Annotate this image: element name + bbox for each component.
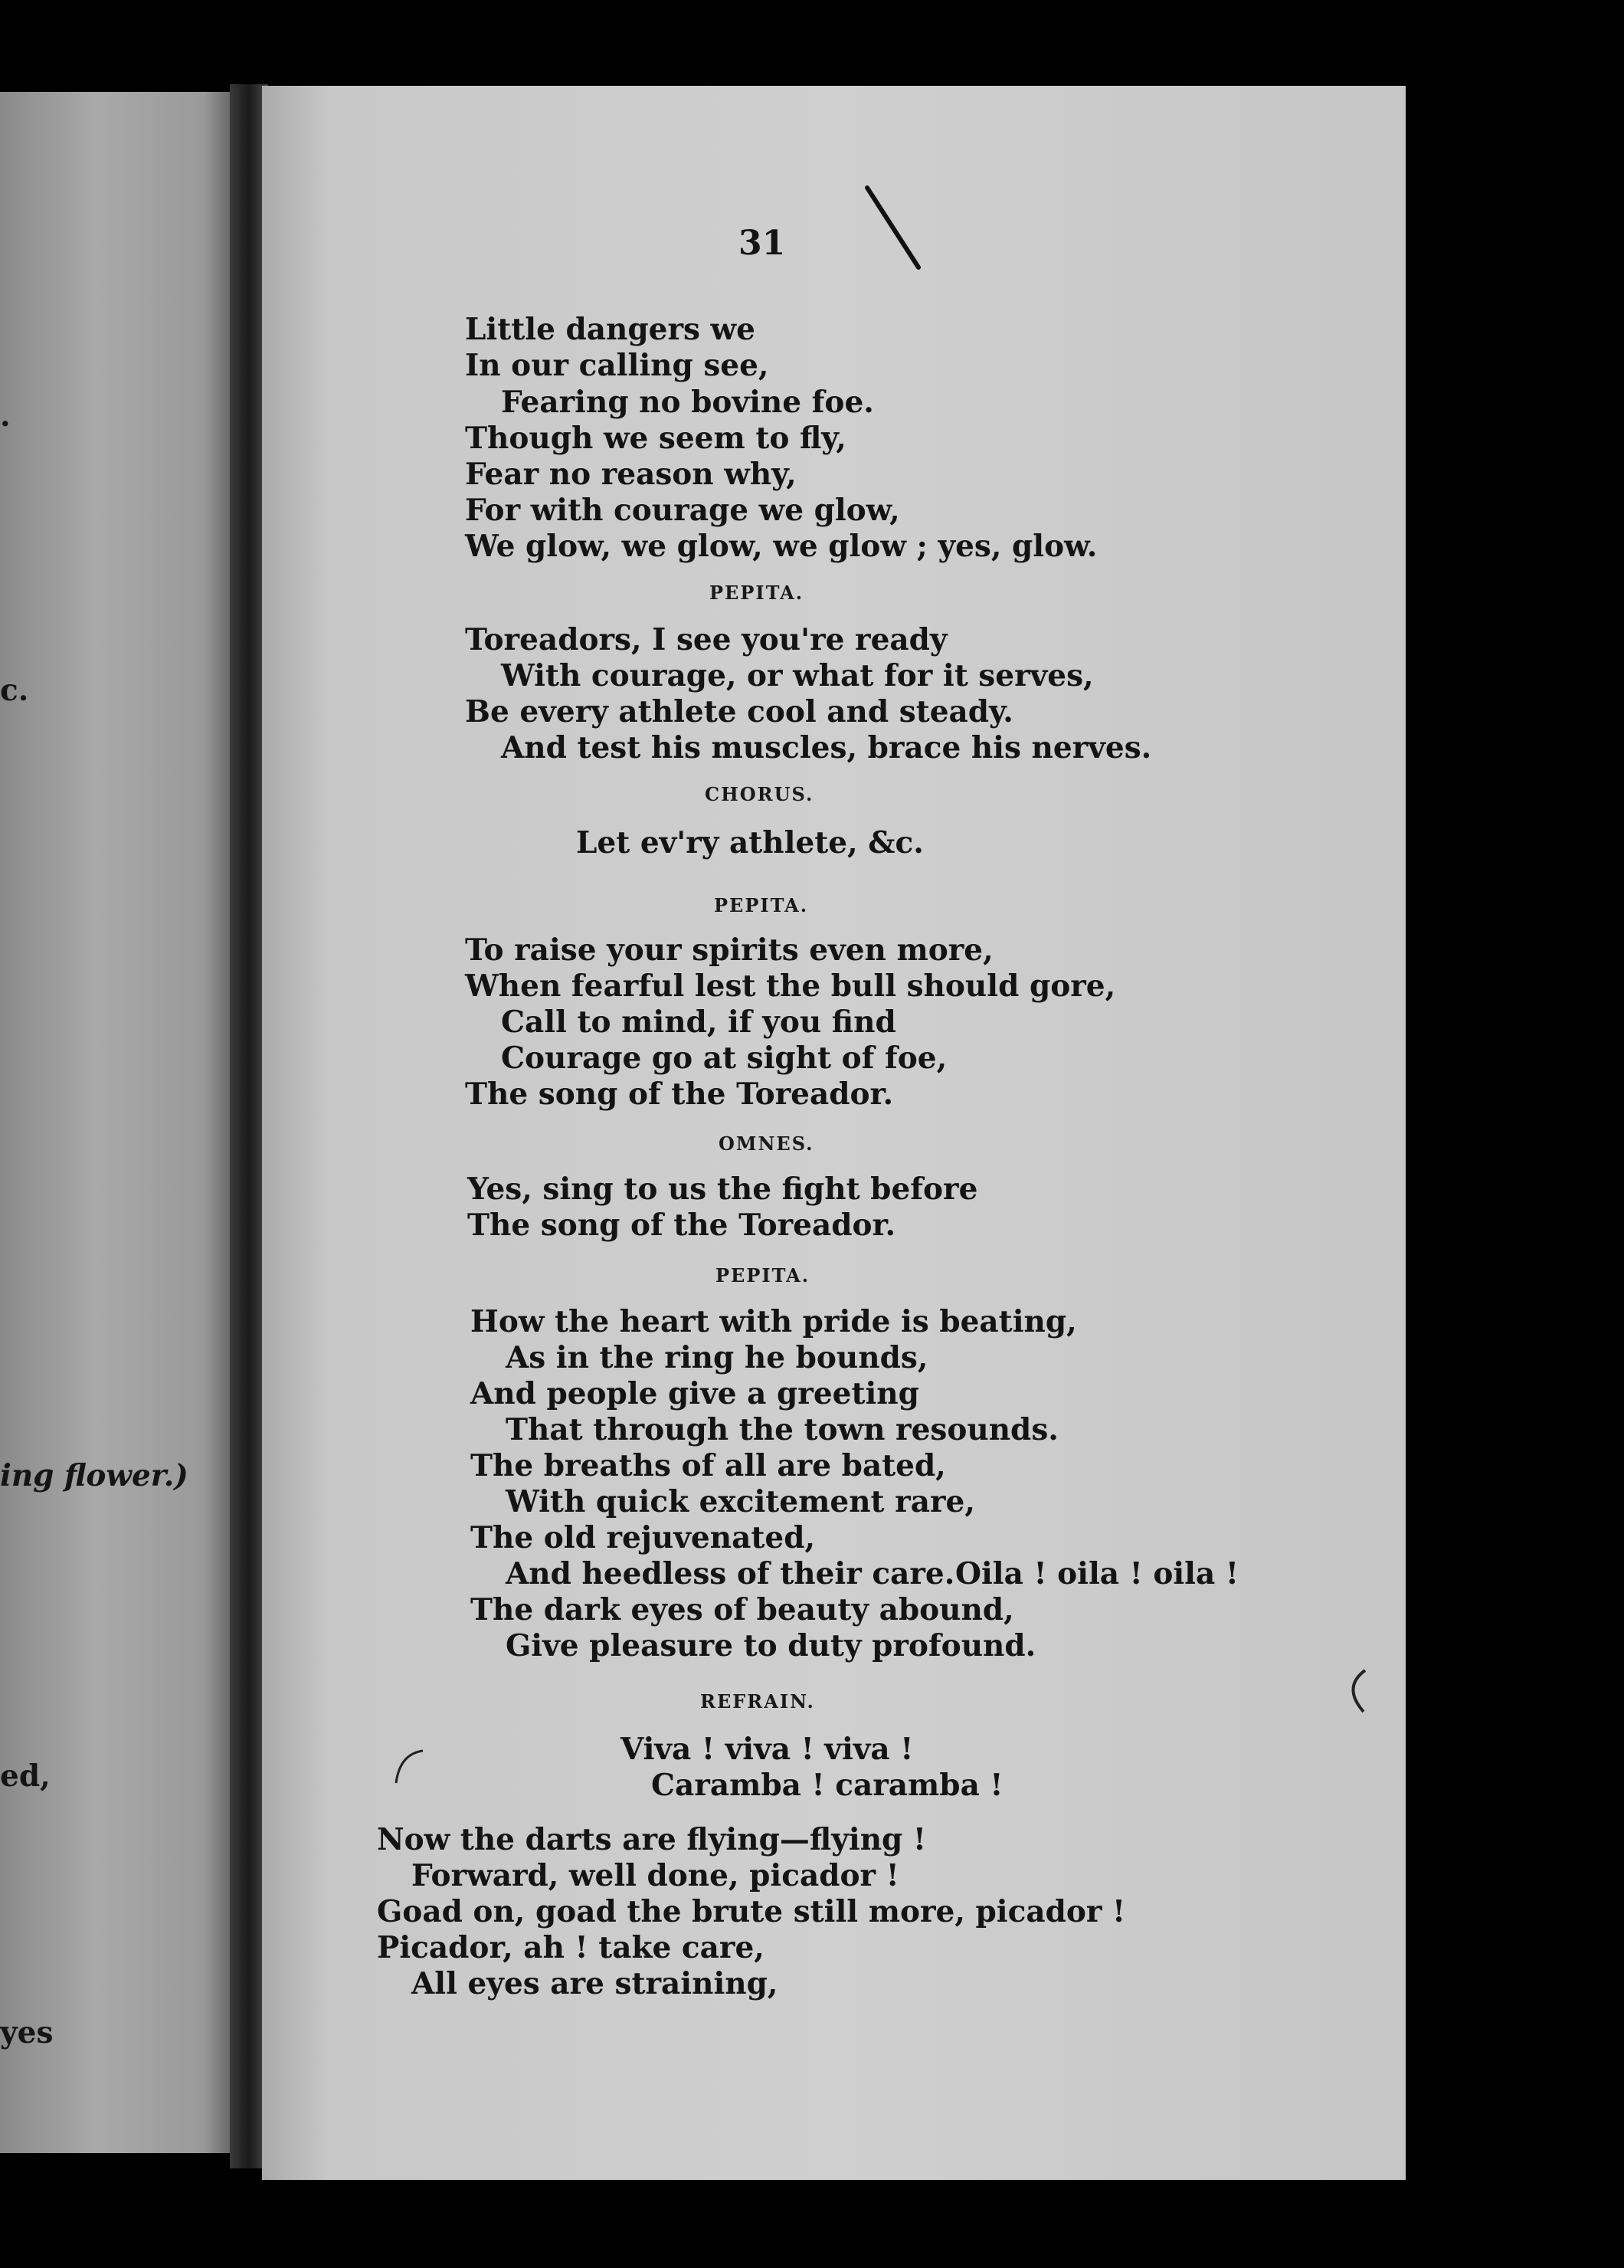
speaker-heading: OMNES. xyxy=(719,1132,814,1155)
verse-line: For with courage we glow, xyxy=(465,493,900,528)
verse-line: Caramba ! caramba ! xyxy=(651,1768,1004,1803)
verse-line: All eyes are straining, xyxy=(411,1966,778,2001)
pencil-mark-icon xyxy=(388,1745,434,1791)
verse-line: Viva ! viva ! viva ! xyxy=(620,1732,914,1767)
speaker-heading: PEPITA. xyxy=(709,582,804,604)
verse-line: Toreadors, I see you're ready xyxy=(465,622,948,657)
verse-line: Though we seem to fly, xyxy=(465,421,846,456)
verse-line: And test his muscles, brace his nerves. xyxy=(501,730,1152,765)
speaker-heading: PEPITA. xyxy=(715,1264,810,1286)
pencil-mark-icon xyxy=(1334,1664,1380,1718)
verse-line: Call to mind, if you find xyxy=(501,1005,896,1040)
verse-line: Courage go at sight of foe, xyxy=(501,1041,948,1076)
speaker-heading: REFRAIN. xyxy=(700,1690,815,1712)
right-page xyxy=(262,86,1406,2180)
verse-line: How the heart with pride is beating, xyxy=(470,1304,1077,1339)
verse-line: Little dangers we xyxy=(465,312,755,347)
verse-line: In our calling see, xyxy=(465,348,769,383)
left-fragment: c. xyxy=(0,673,29,708)
verse-line: Yes, sing to us the fight before xyxy=(467,1172,978,1207)
verse-line: And people give a greeting xyxy=(470,1376,919,1411)
left-fragment: . xyxy=(0,398,11,434)
verse-line: To raise your spirits even more, xyxy=(465,932,994,968)
verse-line: Fear no reason why, xyxy=(465,457,797,492)
left-fragment: yes xyxy=(0,2015,54,2050)
verse-line: Oila ! oila ! oila ! xyxy=(955,1556,1239,1591)
verse-line: When fearful lest the bull should gore, xyxy=(465,968,1116,1004)
verse-line: Be every athlete cool and steady. xyxy=(465,694,1013,729)
verse-line: The song of the Toreador. xyxy=(465,1077,894,1112)
verse-line: Now the darts are flying—flying ! xyxy=(377,1822,927,1857)
pencil-mark-icon xyxy=(863,182,932,274)
verse-line: The song of the Toreador. xyxy=(467,1208,896,1243)
verse-line: With courage, or what for it serves, xyxy=(501,658,1094,693)
verse-line: With quick excitement rare, xyxy=(506,1484,975,1519)
verse-line: Forward, well done, picador ! xyxy=(411,1858,899,1893)
verse-line: We glow, we glow, we glow ; yes, glow. xyxy=(465,529,1098,564)
verse-line: Fearing no bovine foe. xyxy=(501,385,874,420)
verse-line: The old rejuvenated, xyxy=(470,1520,816,1555)
verse-line: Picador, ah ! take care, xyxy=(377,1930,765,1965)
verse-line: The breaths of all are bated, xyxy=(470,1448,946,1483)
verse-line: Let ev'ry athlete, &c. xyxy=(576,825,924,860)
speaker-heading: CHORUS. xyxy=(705,783,814,805)
verse-line: That through the town resounds. xyxy=(506,1412,1059,1447)
verse-line: The dark eyes of beauty abound, xyxy=(470,1592,1014,1627)
verse-line: Give pleasure to duty profound. xyxy=(506,1628,1036,1663)
verse-line: Goad on, goad the brute still more, picador ! xyxy=(377,1894,1126,1929)
page-number: 31 xyxy=(738,224,786,263)
speaker-heading: PEPITA. xyxy=(714,894,809,916)
left-page xyxy=(0,92,239,2153)
verse-line: And heedless of their care. xyxy=(506,1556,955,1591)
left-fragment: ing flower.) xyxy=(0,1458,188,1493)
verse-line: As in the ring he bounds, xyxy=(506,1340,928,1375)
left-fragment: ed, xyxy=(0,1758,51,1794)
